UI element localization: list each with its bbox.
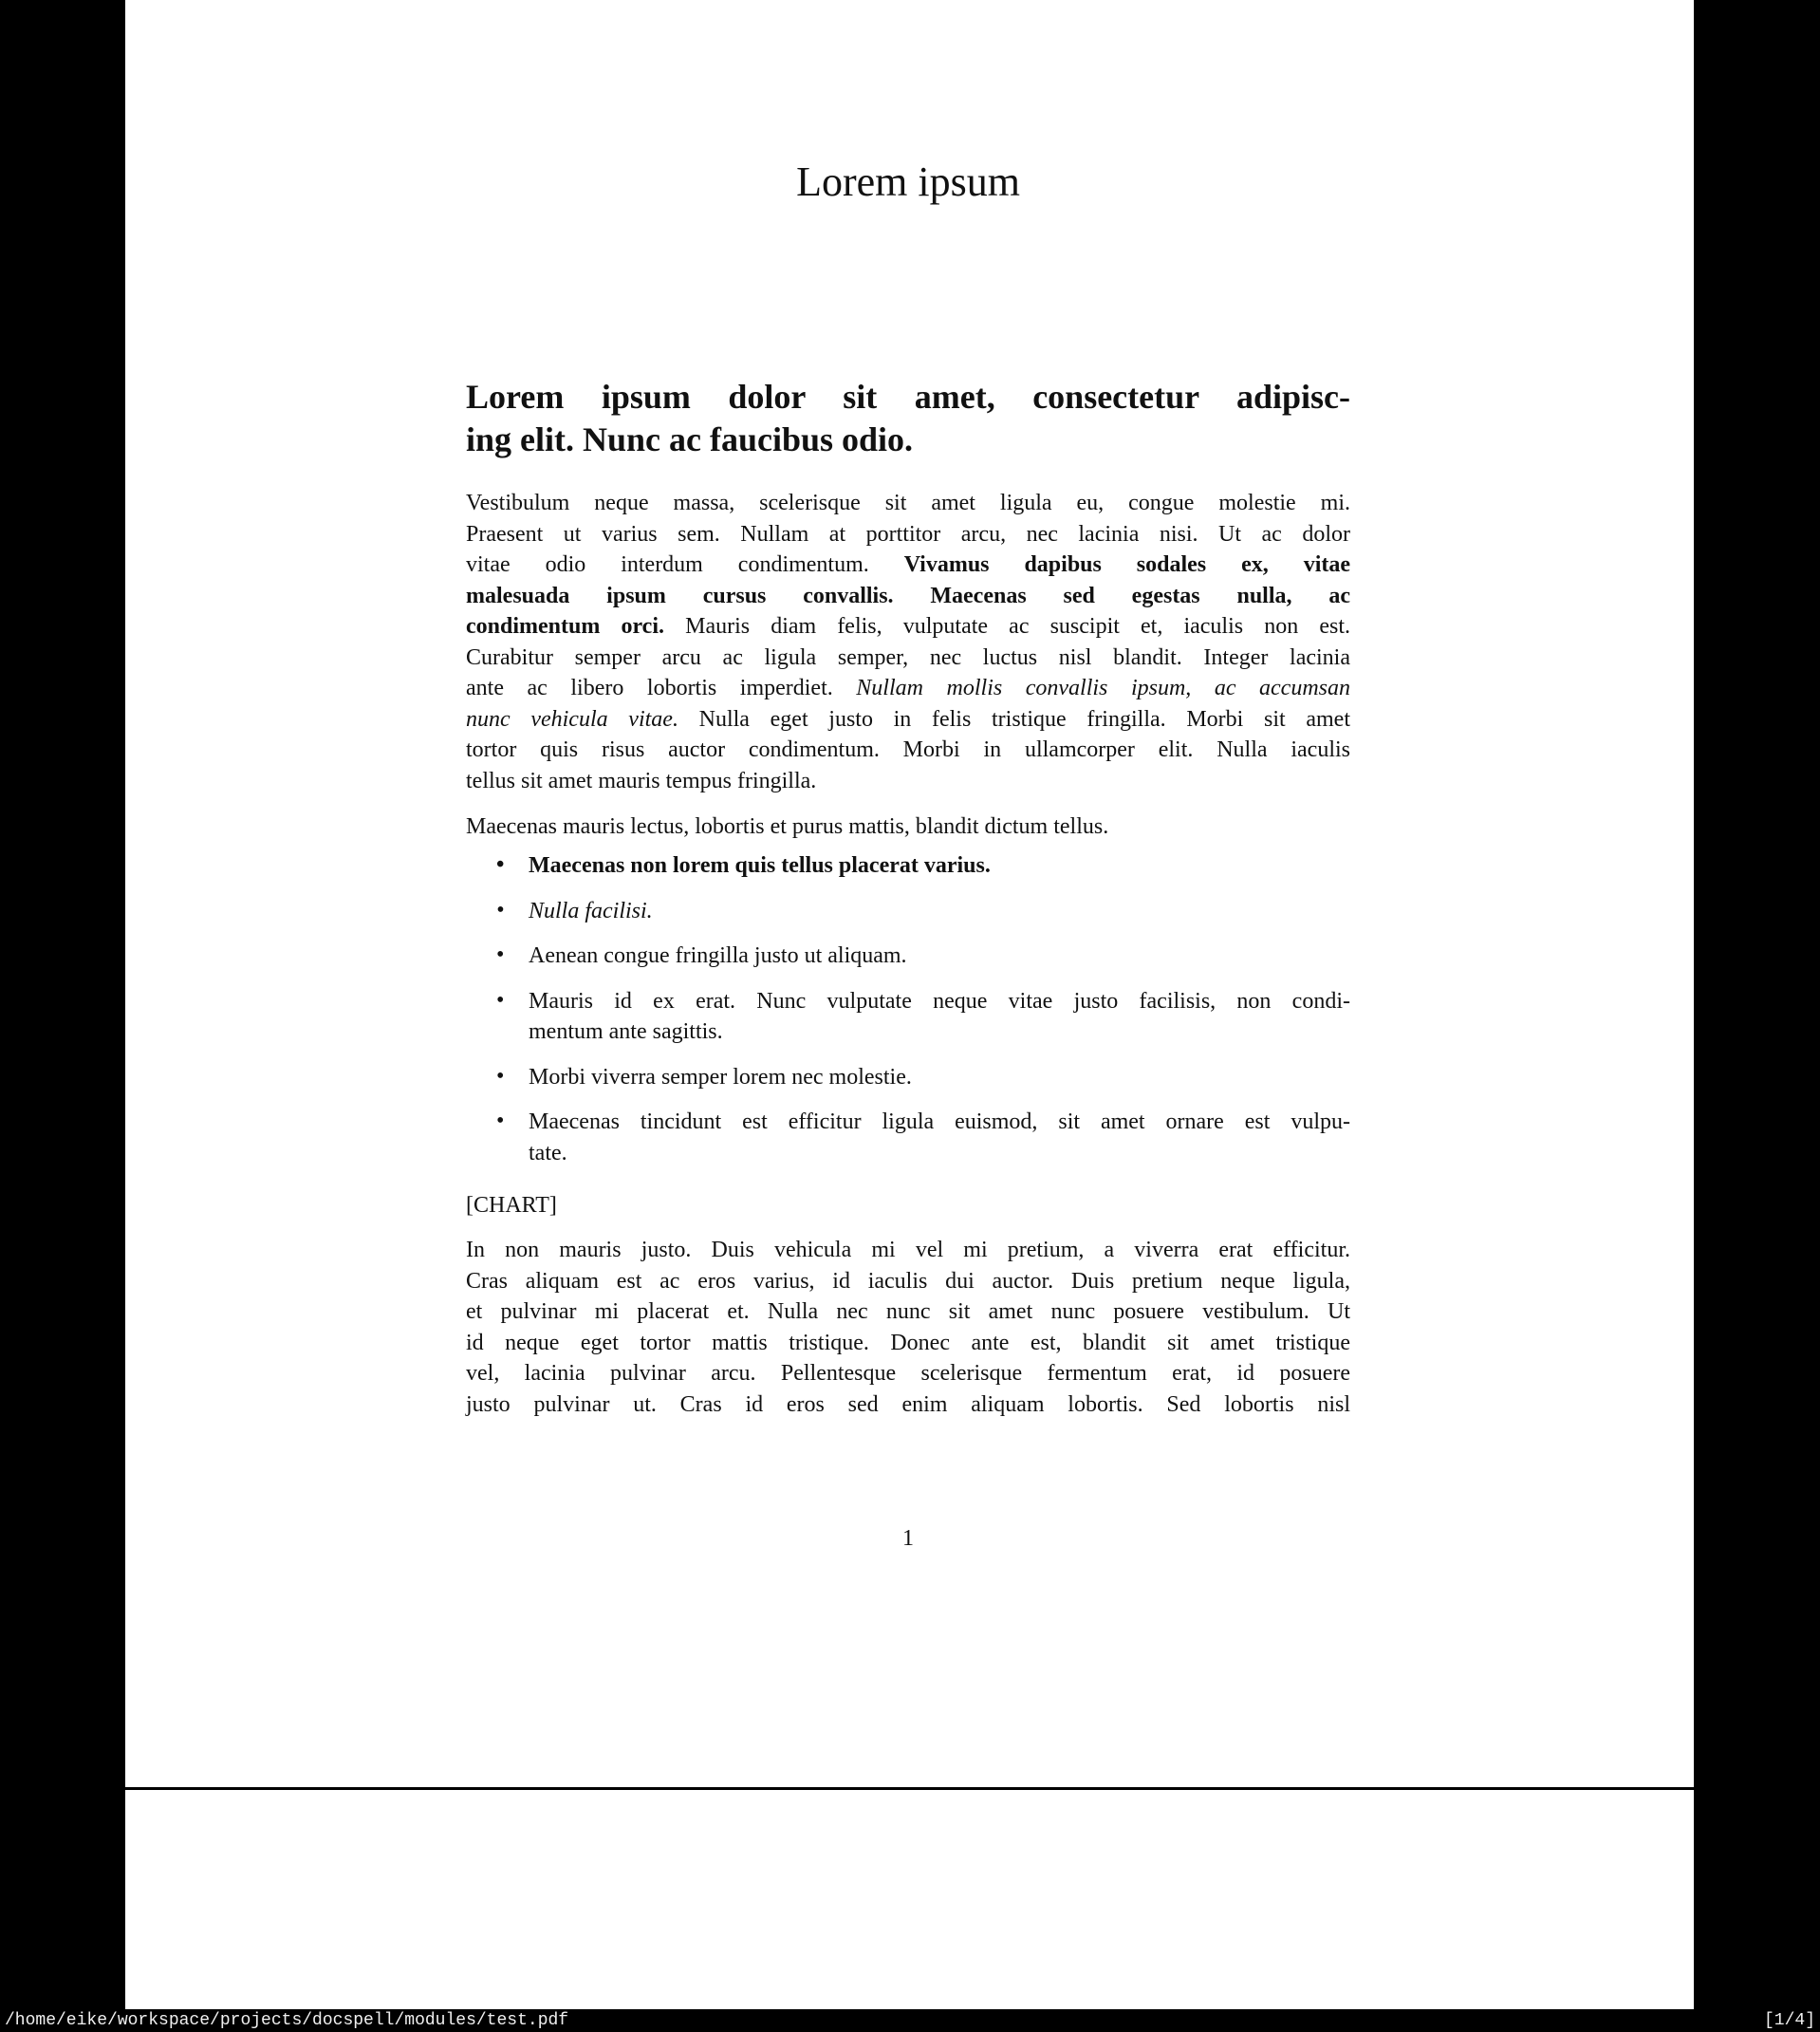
text-line: tellus sit amet mauris tempus fringilla. xyxy=(466,768,817,793)
bullet-icon: • xyxy=(496,942,505,967)
page-number: 1 xyxy=(902,1526,914,1551)
text-line: In non mauris justo. Duis vehicula mi vel mi pretium, a viverra erat efficitur. xyxy=(466,1238,1350,1262)
text-line: nunc vehicula vitae. Nulla eget justo in felis tristique fringilla. Morbi sit amet xyxy=(466,706,1350,732)
list-item xyxy=(466,986,1350,1048)
list-item xyxy=(466,1107,1350,1168)
text-line: Lorem ipsum dolor sit amet, consectetur adipisc- xyxy=(466,378,1350,416)
bullet-icon: • xyxy=(496,852,505,877)
list-item xyxy=(466,1062,1350,1093)
text-line: id neque eget tortor mattis tristique. Donec ante est, blandit sit amet tristique xyxy=(466,1330,1350,1355)
text-line: tortor quis risus auctor condimentum. Morbi in ullamcorper elit. Nulla iaculis xyxy=(466,737,1350,762)
text-line: mentum ante sagittis. xyxy=(529,1019,723,1044)
list-item xyxy=(466,941,1350,972)
chart-placeholder: [CHART] xyxy=(466,1193,557,1218)
text-line: malesuada ipsum cursus convallis. Maecenas sed egestas nulla, ac xyxy=(466,583,1350,608)
text-line: condimentum orci. Mauris diam felis, vulputate ac suscipit et, iaculis non est. xyxy=(466,614,1350,639)
text-line: Nulla facilisi. xyxy=(529,898,653,923)
statusbar-page-indicator: [1/4] xyxy=(1763,2011,1815,2030)
document-title: Lorem ipsum xyxy=(796,158,1020,205)
paragraph-3 xyxy=(466,1235,1350,1420)
bullet-icon: • xyxy=(496,897,505,923)
text-line: Maecenas mauris lectus, lobortis et purus mattis, blandit dictum tellus. xyxy=(466,814,1109,839)
text-line: et pulvinar mi placerat et. Nulla nec nunc sit amet nunc posuere vestibulum. Ut xyxy=(466,1299,1350,1324)
text-line: Mauris id ex erat. Nunc vulputate neque vitae justo facilisis, non condi- xyxy=(529,988,1350,1014)
text-line: Curabitur semper arcu ac ligula semper, nec luctus nisl blandit. Integer lacinia xyxy=(466,644,1350,670)
section-heading xyxy=(466,376,1350,461)
text-line: tate. xyxy=(529,1140,567,1165)
text-line: Aenean congue fringilla justo ut aliquam. xyxy=(529,943,907,968)
text-line: Maecenas tincidunt est efficitur ligula euismod, sit amet ornare est vulpu- xyxy=(529,1109,1350,1134)
text-line: Vestibulum neque massa, scelerisque sit amet ligula eu, congue molestie mi. xyxy=(466,491,1350,515)
statusbar xyxy=(0,2009,1820,2032)
list-item xyxy=(466,850,1350,882)
text-line: Maecenas non lorem quis tellus placerat varius. xyxy=(529,853,991,878)
bullet-icon: • xyxy=(496,1109,505,1133)
bullet-icon: • xyxy=(496,1063,505,1089)
text-line: ing elit. Nunc ac faucibus odio. xyxy=(466,420,914,458)
statusbar-file-path: /home/eike/workspace/projects/docspell/modules/test.pdf xyxy=(5,2011,569,2030)
bullet-icon: • xyxy=(496,987,505,1013)
text-line: justo pulvinar ut. Cras id eros sed enim aliquam lobortis. Sed lobortis nisl xyxy=(466,1391,1350,1417)
text-line: vel, lacinia pulvinar arcu. Pellentesque scelerisque fermentum erat, id posuere xyxy=(466,1361,1350,1386)
list-item xyxy=(466,896,1350,927)
document-page-1[interactable] xyxy=(125,0,1694,1787)
text-line: vitae odio interdum condimentum. Vivamus dapibus sodales ex, vitae xyxy=(466,552,1350,577)
text-line: Morbi viverra semper lorem nec molestie. xyxy=(529,1064,912,1090)
text-line: Praesent ut varius sem. Nullam at porttitor arcu, nec lacinia nisi. Ut ac dolor xyxy=(466,521,1350,547)
text-line: Cras aliquam est ac eros varius, id iaculis dui auctor. Duis pretium neque ligula, xyxy=(466,1268,1350,1294)
bullet-list xyxy=(466,850,1350,1183)
document-page-2[interactable] xyxy=(125,1790,1694,2009)
paragraph-1 xyxy=(466,488,1350,796)
text-line: ante ac libero lobortis imperdiet. Nullam mollis convallis ipsum, ac accumsan xyxy=(466,676,1350,700)
paragraph-2 xyxy=(466,811,1350,843)
